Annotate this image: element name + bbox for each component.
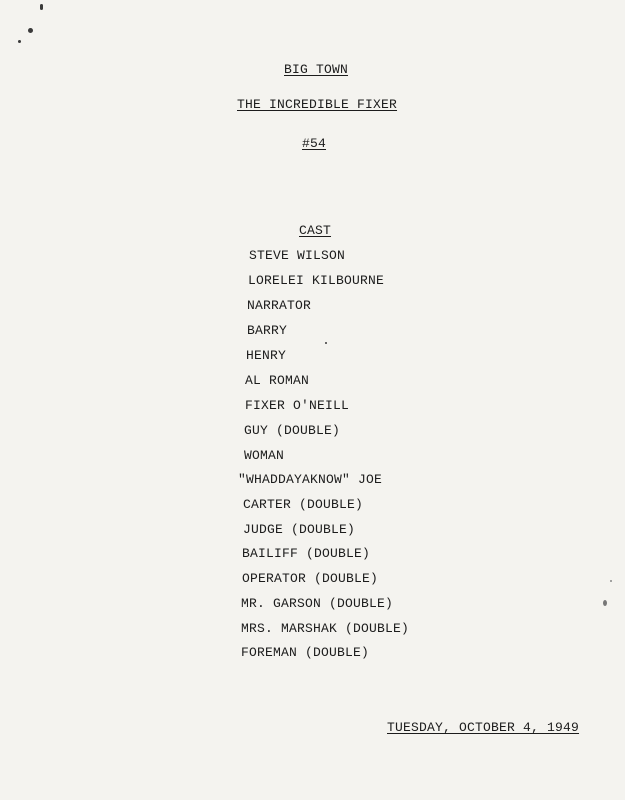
cast-member: MRS. MARSHAK (DOUBLE) — [241, 621, 410, 636]
episode-number: #54 — [302, 136, 327, 151]
cast-member: "WHADDAYAKNOW" JOE — [238, 472, 383, 487]
episode-title: THE INCREDIBLE FIXER — [237, 97, 398, 112]
cast-heading: CAST — [299, 223, 332, 238]
cast-member: AL ROMAN — [245, 373, 310, 388]
cast-member: JUDGE (DOUBLE) — [243, 522, 356, 537]
paper-mark — [610, 580, 612, 582]
cast-member: NARRATOR — [247, 298, 312, 313]
cast-member: FOREMAN (DOUBLE) — [241, 645, 370, 660]
show-title: BIG TOWN — [284, 62, 349, 77]
cast-member: FIXER O'NEILL — [245, 398, 350, 413]
cast-member: STEVE WILSON — [249, 248, 346, 263]
cast-member: GUY (DOUBLE) — [244, 423, 341, 438]
paper-mark — [325, 342, 327, 344]
cast-member: OPERATOR (DOUBLE) — [242, 571, 379, 586]
cast-member: BAILIFF (DOUBLE) — [242, 546, 371, 561]
paper-mark — [28, 28, 33, 33]
broadcast-date: TUESDAY, OCTOBER 4, 1949 — [387, 720, 580, 735]
cast-member: LORELEI KILBOURNE — [248, 273, 385, 288]
paper-mark — [40, 4, 43, 10]
cast-member: CARTER (DOUBLE) — [243, 497, 364, 512]
paper-mark — [18, 40, 21, 43]
cast-member: WOMAN — [244, 448, 285, 463]
cast-member: MR. GARSON (DOUBLE) — [241, 596, 394, 611]
paper-mark — [603, 600, 607, 606]
cast-member: BARRY — [247, 323, 288, 338]
cast-member: HENRY — [246, 348, 287, 363]
